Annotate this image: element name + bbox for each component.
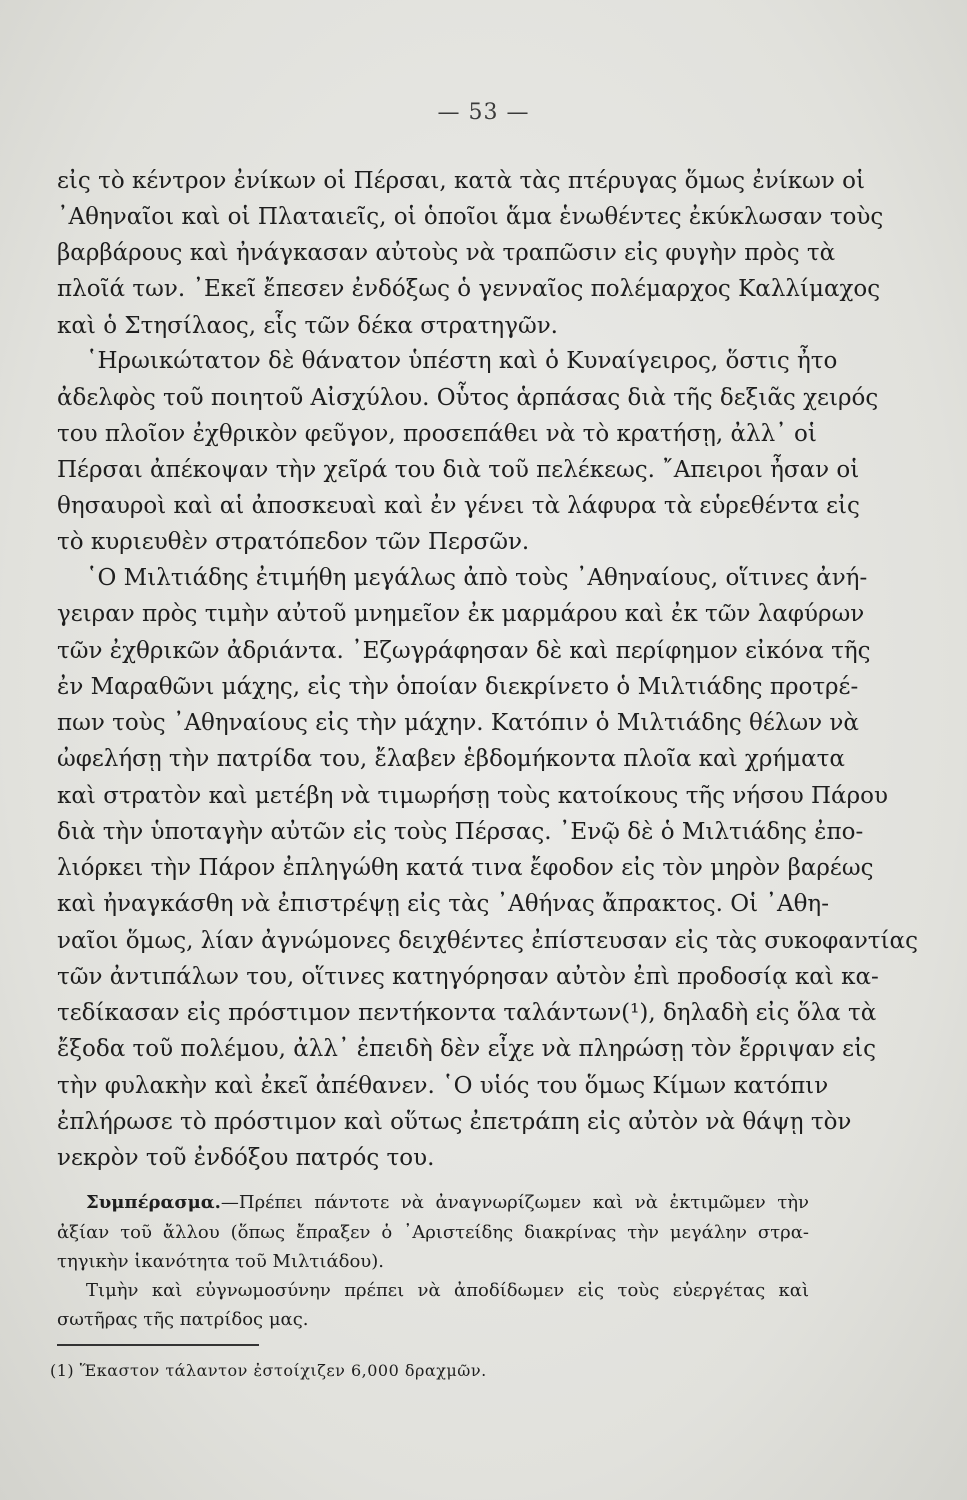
text-line: ῾Ηρωικώτατον δὲ θάνατον ὑπέστη καὶ ὁ Κυναίγειρος, ὅστις ἦτο <box>86 348 838 374</box>
text-line: γειραν πρὸς τιμὴν αὐτοῦ μνημεῖον ἐκ μαρμάρου καὶ ἐκ τῶν λαφύρων <box>57 601 865 627</box>
text-line: νεκρὸν τοῦ ἐνδόξου πατρός του. <box>57 1145 435 1171</box>
footnote: (1) Ἕκαστον τάλαντον ἐστοίχιζεν 6,000 δραχμῶν. <box>50 1361 487 1380</box>
footnote-divider <box>57 1344 259 1346</box>
conclusion-line: ἀξίαν τοῦ ἄλλου (ὅπως ἔπραξεν ὁ ᾿Αριστείδης διακρίνας τὴν μεγάλην στρα- <box>57 1222 809 1243</box>
text-line: πων τοὺς ᾿Αθηναίους εἰς τὴν μάχην. Κατόπιν ὁ Μιλτιάδης θέλων νὰ <box>57 710 859 736</box>
text-line: τεδίκασαν εἰς πρόστιμον πεντήκοντα ταλάντων(¹), δηλαδὴ εἰς ὅλα τὰ <box>57 1000 877 1026</box>
text-line: ἀδελφὸς τοῦ ποιητοῦ Αἰσχύλου. Οὗτος ἁρπάσας διὰ τῆς δεξιᾶς χειρός <box>57 385 879 411</box>
text-line: καὶ ὁ Στησίλαος, εἷς τῶν δέκα στρατηγῶν. <box>57 313 558 339</box>
text-line: ἔξοδα τοῦ πολέμου, ἀλλ᾿ ἐπειδὴ δὲν εἶχε νὰ πληρώσῃ τὸν ἔρριψαν εἰς <box>57 1036 876 1062</box>
text-line: ἐν Μαραθῶνι μάχης, εἰς τὴν ὁποίαν διεκρίνετο ὁ Μιλτιάδης προτρέ- <box>57 674 859 700</box>
text-line: πλοῖά των. ᾿Εκεῖ ἔπεσεν ἐνδόξως ὁ γενναῖος πολέμαρχος Καλλίμαχος <box>57 276 881 302</box>
conclusion-text: —Πρέπει πάντοτε νὰ ἀναγνωρίζωμεν καὶ νὰ ἐκτιμῶμεν τὴν <box>220 1192 809 1213</box>
text-line: βαρβάρους καὶ ἠνάγκασαν αὐτοὺς νὰ τραπῶσιν εἰς φυγὴν πρὸς τὰ <box>57 240 836 266</box>
text-line: τῶν ἐχθρικῶν ἀδριάντα. ᾿Εζωγράφησαν δὲ καὶ περίφημον εἰκόνα τῆς <box>57 638 871 664</box>
conclusion-line: σωτῆρας τῆς πατρίδος μας. <box>57 1309 309 1330</box>
text-line: ὠφελήσῃ τὴν πατρίδα του, ἔλαβεν ἑβδομήκοντα πλοῖα καὶ χρήματα <box>57 746 845 772</box>
conclusion-heading: Συμπέρασμα. <box>86 1192 221 1213</box>
text-line: καὶ ἠναγκάσθη νὰ ἐπιστρέψῃ εἰς τὰς ᾿Αθήνας ἄπρακτος. Οἱ ᾿Αθη- <box>57 891 829 917</box>
text-line: εἰς τὸ κέντρον ἐνίκων οἱ Πέρσαι, κατὰ τὰς πτέρυγας ὅμως ἐνίκων οἱ <box>57 168 865 194</box>
text-line: Πέρσαι ἀπέκοψαν τὴν χεῖρά του διὰ τοῦ πελέκεως. ῎Απειροι ἦσαν οἱ <box>57 457 860 483</box>
conclusion-line <box>86 1188 809 1218</box>
text-line: διὰ τὴν ὑποταγὴν αὐτῶν εἰς τοὺς Πέρσας. ᾿Ενῷ δὲ ὁ Μιλτιάδης ἐπο- <box>57 819 864 845</box>
text-line: του πλοῖον ἐχθρικὸν φεῦγον, προσεπάθει νὰ τὸ κρατήσῃ, ἀλλ᾿ οἱ <box>57 421 817 447</box>
text-line: τὴν φυλακὴν καὶ ἐκεῖ ἀπέθανεν. ῾Ο υἱός του ὅμως Κίμων κατόπιν <box>57 1073 829 1099</box>
text-line: τῶν ἀντιπάλων του, οἵτινες κατηγόρησαν αὐτὸν ἐπὶ προδοσίᾳ καὶ κα- <box>57 964 879 990</box>
page-number: — 53 — <box>437 100 530 125</box>
text-line: καὶ στρατὸν καὶ μετέβη νὰ τιμωρήσῃ τοὺς κατοίκους τῆς νήσου Πάρου <box>57 783 888 809</box>
text-line: τὸ κυριευθὲν στρατόπεδον τῶν Περσῶν. <box>57 529 530 555</box>
conclusion-line: Τιμὴν καὶ εὐγνωμοσύνην πρέπει νὰ ἀποδίδωμεν εἰς τοὺς εὐεργέτας καὶ <box>86 1280 809 1301</box>
text-line: ᾿Αθηναῖοι καὶ οἱ Πλαταιεῖς, οἱ ὁποῖοι ἅμα ἑνωθέντες ἐκύκλωσαν τοὺς <box>57 204 884 230</box>
text-line: λιόρκει τὴν Πάρον ἐπληγώθη κατά τινα ἔφοδον εἰς τὸν μηρὸν βαρέως <box>57 855 874 881</box>
text-line: ναῖοι ὅμως, λίαν ἀγνώμονες δειχθέντες ἐπίστευσαν εἰς τὰς συκοφαντίας <box>57 928 918 954</box>
conclusion-line: τηγικὴν ἱκανότητα τοῦ Μιλτιάδου). <box>57 1251 384 1272</box>
text-line: ῾Ο Μιλτιάδης ἐτιμήθη μεγάλως ἀπὸ τοὺς ᾿Αθηναίους, οἵτινες ἀνή- <box>86 565 868 591</box>
text-line: ἐπλήρωσε τὸ πρόστιμον καὶ οὕτως ἐπετράπη εἰς αὐτὸν νὰ θάψῃ τὸν <box>57 1109 852 1135</box>
text-line: θησαυροὶ καὶ αἱ ἀποσκευαὶ καὶ ἐν γένει τὰ λάφυρα τὰ εὑρεθέντα εἰς <box>57 493 860 519</box>
